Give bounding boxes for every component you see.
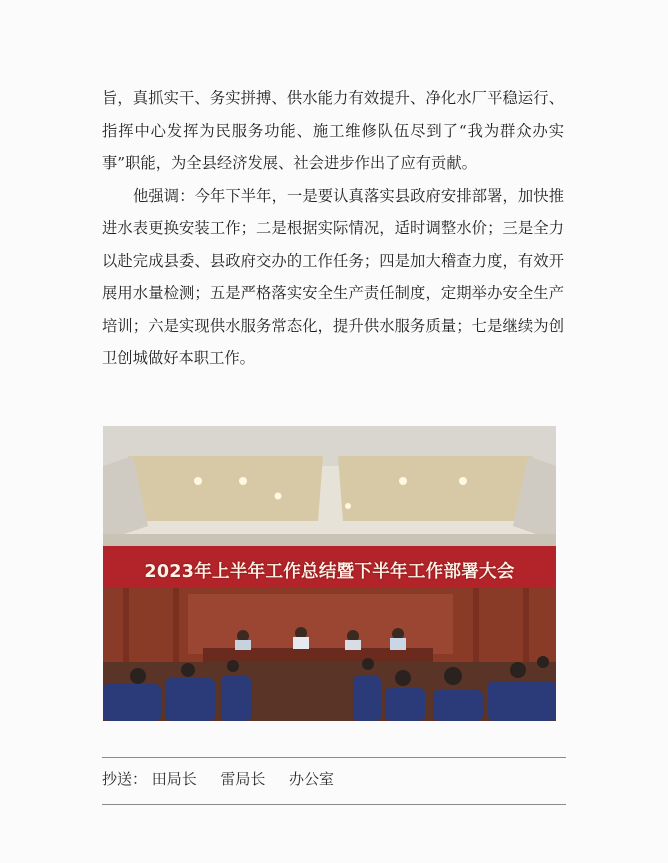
document-body (102, 82, 564, 375)
cc-line (102, 767, 334, 791)
meeting-banner-text: 2023年上半年工作总结暨下半年工作部署大会 (144, 562, 515, 582)
meeting-photo (103, 426, 556, 721)
cc-recipient: 田局长 (151, 770, 197, 788)
paragraph-emphasis: 他强调：今年下半年，一是要认真落实县政府安排部署，加快推进水表更换安装工作；二是根据实际情况，适时调整水价；三是全力以赴完成县委、县政府交办的工作任务；四是加大稽查力度，有效开展用水量检测；五是严格落实安全生产责任制度，定期举办安全生产培训；六是实现供水服务常态化，提升供水服务质量；七是继续为创卫创城做好本职工作。 (102, 186, 564, 367)
divider-top (102, 757, 566, 758)
cc-recipient: 雷局长 (220, 770, 266, 788)
cc-label: 抄送： (102, 770, 148, 788)
cc-recipient: 办公室 (288, 770, 334, 788)
divider-bottom (102, 804, 566, 805)
paragraph-continuation: 旨，真抓实干、务实拼搏、供水能力有效提升、净化水厂平稳运行、指挥中心发挥为民服务功能、施工维修队伍尽到了“我为群众办实事”职能，为全县经济发展、社会进步作出了应有贡献。 (102, 89, 564, 172)
